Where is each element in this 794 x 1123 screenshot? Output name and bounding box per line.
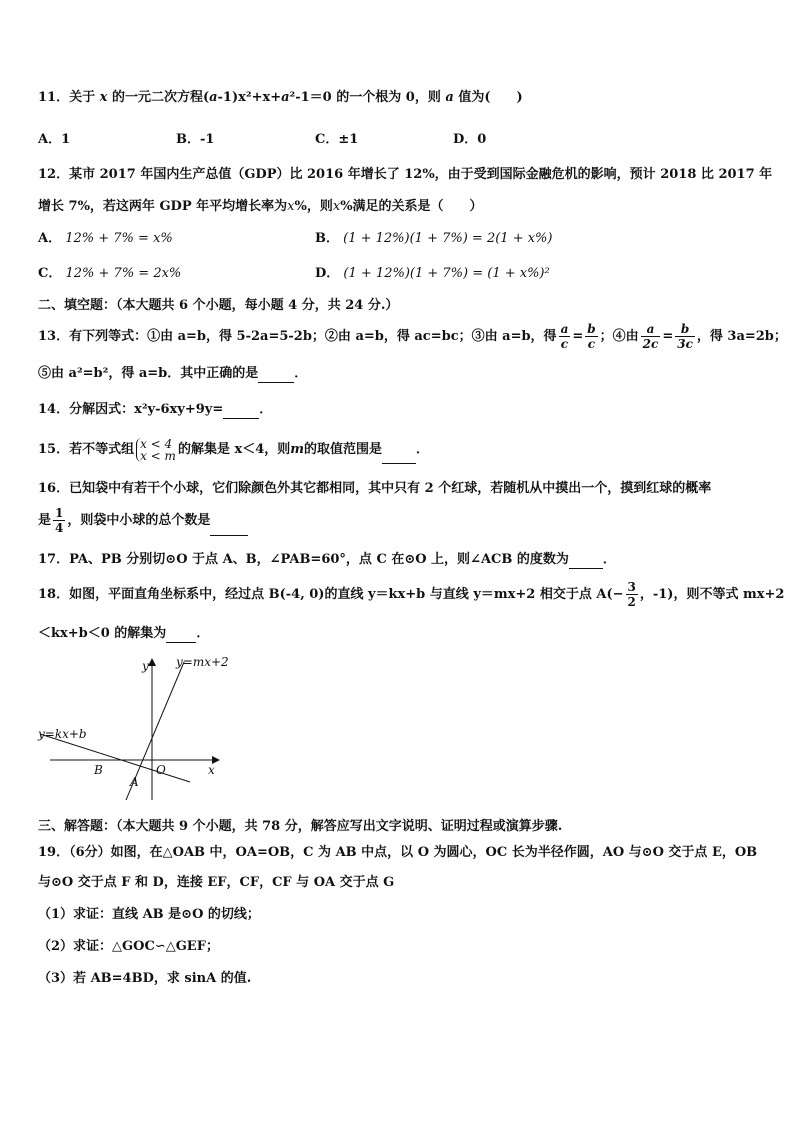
option-label: A． [38, 231, 62, 246]
var-a: a [209, 90, 218, 105]
fraction-a-over-c [559, 322, 571, 351]
question-13-line-1 [38, 322, 787, 352]
q12-option-d [315, 265, 550, 283]
inequality-1: x < 4 [140, 436, 173, 451]
answer-blank[interactable] [258, 368, 294, 383]
q11-number: 11． [38, 90, 70, 105]
question-16-line-2 [38, 506, 248, 536]
question-14 [38, 401, 272, 419]
question-13-line-2 [38, 365, 307, 383]
q13-text: ． [294, 366, 308, 381]
q18-text: 18．如图，平面直角坐标系中，经过点 B(-4, 0)的直线 y＝kx+b 与直线 y＝mx+2 相交于点 A(− [38, 587, 624, 602]
question-17 [38, 551, 616, 569]
answer-blank[interactable] [166, 628, 196, 643]
var-a: a [445, 90, 454, 105]
q12-text: %满足的关系是（ ） [340, 199, 483, 214]
var-m: m [290, 442, 305, 457]
inequality-2: x < m [140, 448, 176, 463]
q12-option-a [38, 230, 173, 248]
y-axis-arrow-icon [148, 658, 156, 666]
question-19-line-1: 19．（6分）如图，在△OAB 中，OA=OB，C 为 AB 中点，以 O 为圆心，OC 长为半径作圆，AO 与⊙O 交于点 E，OB [38, 845, 758, 860]
q18-text: ，-1)，则不等式 mx+2 [639, 587, 785, 602]
section-3-heading: 三、解答题：（本大题共 9 个小题，共 78 分，解答应写出文字说明、证明过程或演算步骤. [38, 819, 563, 834]
var-x: x [332, 199, 341, 214]
option-expression: (1 + 12%)(1 + 7%) = (1 + x%)² [343, 266, 550, 281]
point-a-label: A [130, 775, 139, 789]
q12-option-b [315, 230, 553, 248]
x-axis-label: x [208, 763, 215, 777]
q15-text: 15．若不等式组 [38, 442, 135, 457]
option-expression: 12% + 7% = 2x% [65, 266, 182, 281]
numerator: 1 [55, 506, 64, 520]
numerator: b [587, 322, 596, 336]
section-2-heading: 二、填空题：（本大题共 6 个小题，每小题 4 分，共 24 分.） [38, 298, 399, 313]
q11-option-a: A．1 [38, 132, 71, 147]
fraction-a-over-2c [641, 322, 661, 351]
question-19-sub-3: （3）若 AB=4BD，求 sinA 的值. [38, 971, 252, 986]
numerator: a [560, 322, 569, 336]
q18-text: ＜kx+b＜0 的解集为 [38, 626, 167, 641]
question-19-line-2: 与⊙O 交于点 F 和 D，连接 EF，CF，CF 与 OA 交于点 G [38, 875, 395, 890]
question-19-sub-1: （1）求证：直线 AB 是⊙O 的切线； [38, 907, 260, 922]
answer-blank[interactable] [210, 521, 248, 536]
answer-blank[interactable] [223, 404, 259, 419]
denominator: 4 [55, 521, 64, 535]
line-mx-plus-2-label: y=mx+2 [176, 655, 229, 669]
q11-option-b: B．-1 [176, 132, 215, 147]
question-18-line-2 [38, 625, 209, 643]
q17-text: 17．PA、PB 分别切⊙O 于点 A、B，∠PAB=60°，点 C 在⊙O 上，则∠ACB 的度数为 [38, 552, 569, 567]
option-expression: (1 + 12%)(1 + 7%) = 2(1 + x%) [343, 231, 553, 246]
q11-text: 的一元二次方程( [111, 90, 210, 105]
numerator: 3 [627, 580, 636, 594]
q13-text: ；④由 [599, 329, 639, 344]
fraction-1-over-4 [53, 506, 65, 535]
var-x: x [287, 199, 295, 214]
y-axis-label: y [142, 659, 149, 673]
answer-blank[interactable] [382, 449, 416, 464]
question-12-line-1: 12．某市 2017 年国内生产总值（GDP）比 2016 年增长了 12%，由于受到国际金融危机的影响，预计 2018 比 2017 年 [38, 167, 773, 182]
q14-text: 14．分解因式：x²y-6xy+9y= [38, 402, 224, 417]
numerator: b [675, 322, 695, 337]
q17-text: ． [602, 552, 616, 567]
answer-blank[interactable] [569, 554, 603, 569]
numerator: a [641, 322, 661, 337]
q11-text: 关于 [69, 90, 96, 105]
denominator: 2 [627, 595, 636, 609]
line-kx-plus-b-label: y=kx+b [38, 727, 87, 741]
q15-text: 的取值范围是 [304, 442, 383, 457]
q16-text: 是 [38, 513, 52, 528]
q15-text: ． [416, 442, 430, 457]
fraction-b-over-c [585, 322, 597, 351]
line-kx-plus-b [40, 734, 190, 782]
q13-text: 13．有下列等式：①由 a=b，得 5-2a=5-2b；②由 a=b，得 ac=bc；③由 a=b，得 [38, 329, 557, 344]
q11-text: -1)x²+x+ [217, 90, 282, 105]
option-label: C． [38, 266, 62, 281]
q12-text: %，则 [294, 199, 333, 214]
question-11 [38, 89, 523, 107]
q16-text: ，则袋中小球的总个数是 [67, 513, 211, 528]
origin-label: O [156, 763, 166, 777]
denominator: c [587, 337, 596, 351]
var-a: a [281, 90, 290, 105]
q14-text: ． [259, 402, 273, 417]
q18-text: ． [196, 626, 210, 641]
q11-option-d: D．0 [453, 132, 487, 147]
q15-text: 的解集是 x＜4，则 [177, 442, 291, 457]
question-19-sub-2: （2）求证：△GOC∽△GEF； [38, 939, 219, 954]
q12-option-c [38, 265, 181, 283]
q13-text: ⑤由 a²=b²，得 a=b．其中正确的是 [38, 366, 259, 381]
question-16-line-1: 16．已知袋中有若干个小球，它们除颜色外其它都相同，其中只有 2 个红球，若随机从中摸出一个，摸到红球的概率 [38, 481, 712, 496]
option-expression: 12% + 7% = x% [65, 231, 173, 246]
denominator: 2c [642, 337, 659, 351]
equals-sign: = [662, 329, 674, 344]
question-12-line-2 [38, 198, 483, 216]
question-18-line-1 [38, 580, 784, 610]
inequality-system [136, 438, 176, 462]
q13-text: ，得 3a=2b； [696, 329, 787, 344]
question-15 [38, 436, 429, 464]
option-label: D． [315, 266, 340, 281]
option-label: B． [315, 231, 339, 246]
equals-sign: = [572, 329, 584, 344]
fraction-b-over-3c [675, 322, 695, 351]
var-x: x [99, 90, 108, 105]
q11-option-c: C．±1 [315, 132, 359, 147]
point-b-label: B [94, 763, 103, 777]
denominator: c [560, 337, 569, 351]
q11-text: ²-1＝0 的一个根为 0，则 [289, 90, 441, 105]
denominator: 3c [677, 337, 693, 351]
q11-text: 值为( ) [458, 90, 523, 105]
fraction-3-over-2 [626, 580, 638, 609]
q12-text: 增长 7%，若这两年 GDP 年平均增长率为 [38, 199, 288, 214]
coordinate-graph [30, 650, 240, 805]
